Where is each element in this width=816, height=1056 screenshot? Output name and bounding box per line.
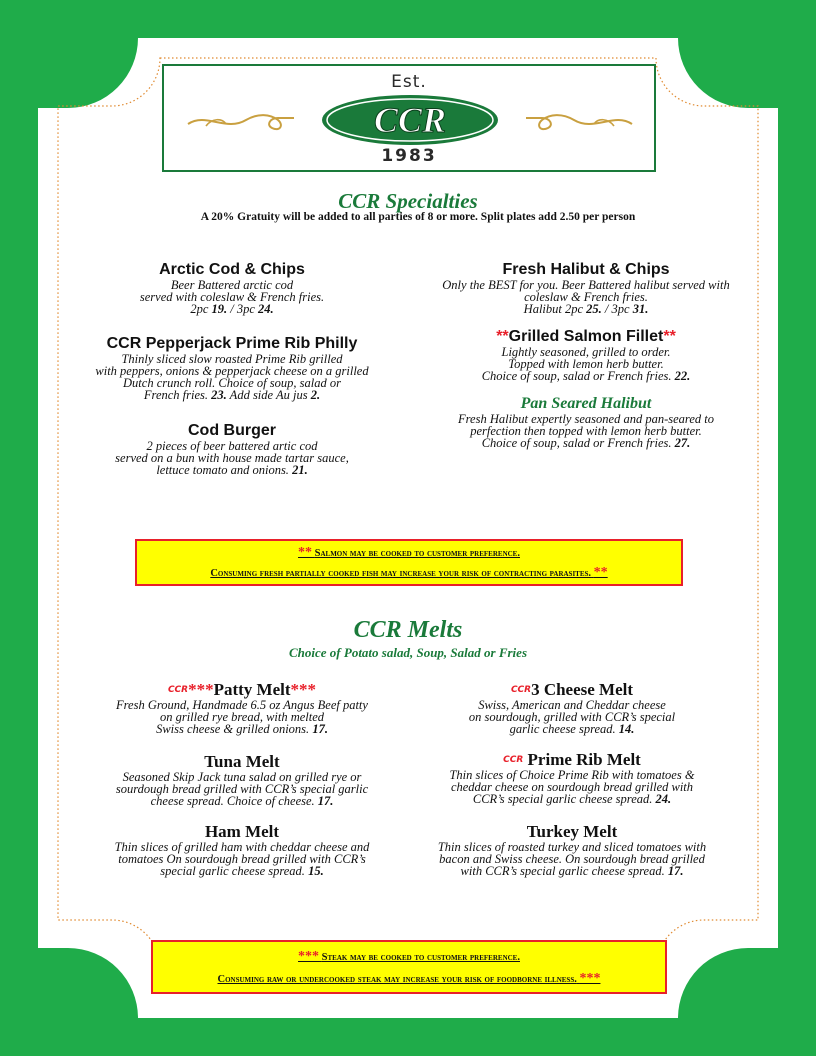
desc-text: cheese spread. Choice of cheese. [150, 794, 318, 808]
warning-line [137, 563, 681, 583]
right-flourish-icon [524, 106, 634, 134]
item-name-row [412, 751, 732, 769]
price-prefix: 2pc [190, 302, 212, 316]
item-desc-line: Lightly seasoned, grilled to order. [501, 345, 671, 359]
item-name: Grilled Salmon Fillet [508, 328, 664, 345]
item-desc-line: Thin slices of roasted turkey and sliced tomatoes with [437, 840, 707, 854]
steak-warning [151, 940, 667, 994]
price: 25. [586, 302, 602, 316]
warning-line [153, 946, 665, 968]
price: 24. [655, 792, 672, 806]
item-name: Prime Rib Melt [527, 750, 641, 769]
price: 2. [310, 388, 321, 402]
menu-item-patty-melt [82, 681, 402, 735]
desc-text: with CCR’s special garlic cheese spread. [460, 864, 668, 878]
item-price-line [416, 437, 756, 449]
ccr-mark-icon: CCR [510, 685, 532, 695]
item-name-row [82, 681, 402, 699]
patty-stars-left: *** [188, 680, 214, 699]
item-name: Arctic Cod & Chips [159, 261, 305, 278]
melts-subtitle: Choice of Potato salad, Soup, Salad or Fries [289, 645, 527, 660]
desc-text: Choice of soup, salad or French fries. [481, 369, 675, 383]
melts-title: CCR Melts [353, 617, 463, 643]
warning-stars: ** [298, 545, 313, 560]
item-desc-line: on sourdough, grilled with CCR’s special [468, 710, 676, 724]
logo-est: Est. [391, 72, 427, 92]
price: 15. [308, 864, 324, 878]
ccr-mark-icon: CCR [167, 685, 189, 695]
item-name: CCR Pepperjack Prime Rib Philly [106, 335, 358, 352]
item-price-line [412, 723, 732, 735]
warning-text: Salmon may be cooked to customer preference. [314, 548, 520, 559]
item-desc-line: Dutch crunch roll. Choice of soup, salad or [123, 376, 341, 390]
logo [162, 64, 656, 172]
item-price-line [72, 464, 392, 476]
menu-item-fresh-halibut [411, 261, 761, 315]
price: 21. [292, 463, 308, 477]
price: 22. [674, 369, 691, 383]
warning-text: Steak may be cooked to customer preference. [321, 952, 520, 963]
item-desc-line: Swiss, American and Cheddar cheese [478, 698, 666, 712]
warning-stars: *** [579, 971, 601, 986]
item-desc-line: bacon and Swiss cheese. On sourdough bread grilled [439, 852, 705, 866]
menu-item-pan-seared-halibut [416, 395, 756, 449]
item-desc-line: Seasoned Skip Jack tuna salad on grilled rye or [122, 770, 362, 784]
item-price-line [426, 370, 746, 382]
logo-name: CCR [373, 100, 447, 140]
item-desc-line: Thinly sliced slow roasted Prime Rib grilled [121, 352, 343, 366]
item-name: Cod Burger [188, 422, 276, 439]
item-desc-line: coleslaw & French fries. [524, 290, 648, 304]
item-desc-line: cheddar cheese on sourdough bread grilled with [450, 780, 694, 794]
warning-line [137, 543, 681, 563]
price-mid: / 3pc [601, 302, 633, 316]
price: 17. [317, 794, 334, 808]
patty-stars-right: *** [290, 680, 317, 699]
desc-text: French fries. [143, 388, 212, 402]
logo-year: 1983 [381, 146, 437, 166]
menu-item-3-cheese-melt [412, 681, 732, 735]
price: 17. [312, 722, 328, 736]
item-name: Pan Seared Halibut [520, 395, 652, 412]
item-price-line [412, 793, 732, 805]
item-desc-line: on grilled rye bread, with melted [159, 710, 325, 724]
item-desc-line: Topped with lemon herb butter. [508, 357, 664, 371]
item-desc-line: Only the BEST for you. Beer Battered halibut served with [442, 278, 730, 292]
price: 19. [211, 302, 228, 316]
item-desc-line: Fresh Ground, Handmade 6.5 oz Angus Beef patty [116, 698, 368, 712]
salmon-stars-right: ** [663, 328, 676, 345]
item-desc-line: served on a bun with house made tartar sauce, [115, 451, 349, 465]
item-price-line [72, 303, 392, 315]
item-desc-line: perfection then topped with lemon herb butter. [470, 424, 702, 438]
price: 14. [618, 722, 635, 736]
menu-item-cod-burger [72, 422, 392, 476]
item-name: Turkey Melt [526, 822, 618, 841]
desc-text: special garlic cheese spread. [160, 864, 309, 878]
price: 17. [667, 864, 684, 878]
price: 31. [632, 302, 649, 316]
ccr-mark-icon: CCR [503, 755, 524, 765]
item-price-line [82, 795, 402, 807]
desc-text: lettuce tomato and onions. [156, 463, 293, 477]
item-price-line [411, 303, 761, 315]
item-name: Patty Melt [213, 680, 291, 699]
item-price-line [62, 389, 402, 401]
menu-item-grilled-salmon [426, 328, 746, 382]
menu-item-prime-rib-melt [412, 751, 732, 805]
item-desc-line: with peppers, onions & pepperjack cheese on a grilled [95, 364, 369, 378]
salmon-stars-left: ** [496, 328, 509, 345]
item-price-line [412, 865, 732, 877]
item-desc-line: Thin slices of Choice Prime Rib with tomatoes & [449, 768, 695, 782]
menu-item-turkey-melt [412, 823, 732, 877]
salmon-warning [135, 539, 683, 586]
menu-item-prime-rib-philly [62, 335, 402, 401]
item-name: Tuna Melt [204, 752, 280, 771]
item-desc-line: sourdough bread grilled with CCR’s special garlic [115, 782, 369, 796]
warning-stars: *** [298, 949, 320, 964]
item-name-row [412, 681, 732, 699]
item-price-line [82, 723, 402, 735]
item-desc-line: Beer Battered arctic cod [170, 278, 294, 292]
desc-text: Choice of soup, salad or French fries. [481, 436, 675, 450]
item-desc-line: 2 pieces of beer battered artic cod [146, 439, 318, 453]
menu-item-arctic-cod [72, 261, 392, 315]
warning-stars: ** [593, 565, 608, 580]
warning-line [153, 968, 665, 990]
item-name: 3 Cheese Melt [531, 680, 634, 699]
item-desc-line: served with coleslaw & French fries. [139, 290, 325, 304]
item-desc-line: Fresh Halibut expertly seasoned and pan-seared to [458, 412, 714, 426]
desc-text: CCR’s special garlic cheese spread. [472, 792, 656, 806]
specialties-title: CCR Specialties [338, 189, 478, 213]
price: 23. [211, 388, 227, 402]
warning-text: Consuming fresh partially cooked fish may increase your risk of contracting parasites. [210, 568, 592, 579]
item-desc-line: Thin slices of grilled ham with cheddar cheese and [114, 840, 370, 854]
desc-text: Add side Au jus [226, 388, 311, 402]
menu-item-ham-melt [82, 823, 402, 877]
gratuity-note: A 20% Gratuity will be added to all parties of 8 or more. Split plates add 2.50 per person [200, 211, 636, 223]
warning-text: Consuming raw or undercooked steak may increase your risk of foodborne illness. [217, 974, 577, 985]
item-price-line [82, 865, 402, 877]
item-name-row [426, 328, 746, 346]
price: 24. [258, 302, 274, 316]
left-flourish-icon [186, 106, 296, 134]
item-name: Ham Melt [204, 822, 280, 841]
price-mid: / 3pc [227, 302, 259, 316]
ccr-oval-logo [320, 94, 500, 146]
price: 27. [674, 436, 691, 450]
item-desc-line: tomatoes On sourdough bread grilled with CCR’s [118, 852, 366, 866]
price-prefix: Halibut 2pc [523, 302, 587, 316]
item-name: Fresh Halibut & Chips [502, 261, 670, 278]
desc-text: garlic cheese spread. [509, 722, 619, 736]
menu-item-tuna-melt [82, 753, 402, 807]
desc-text: Swiss cheese & grilled onions. [156, 722, 313, 736]
